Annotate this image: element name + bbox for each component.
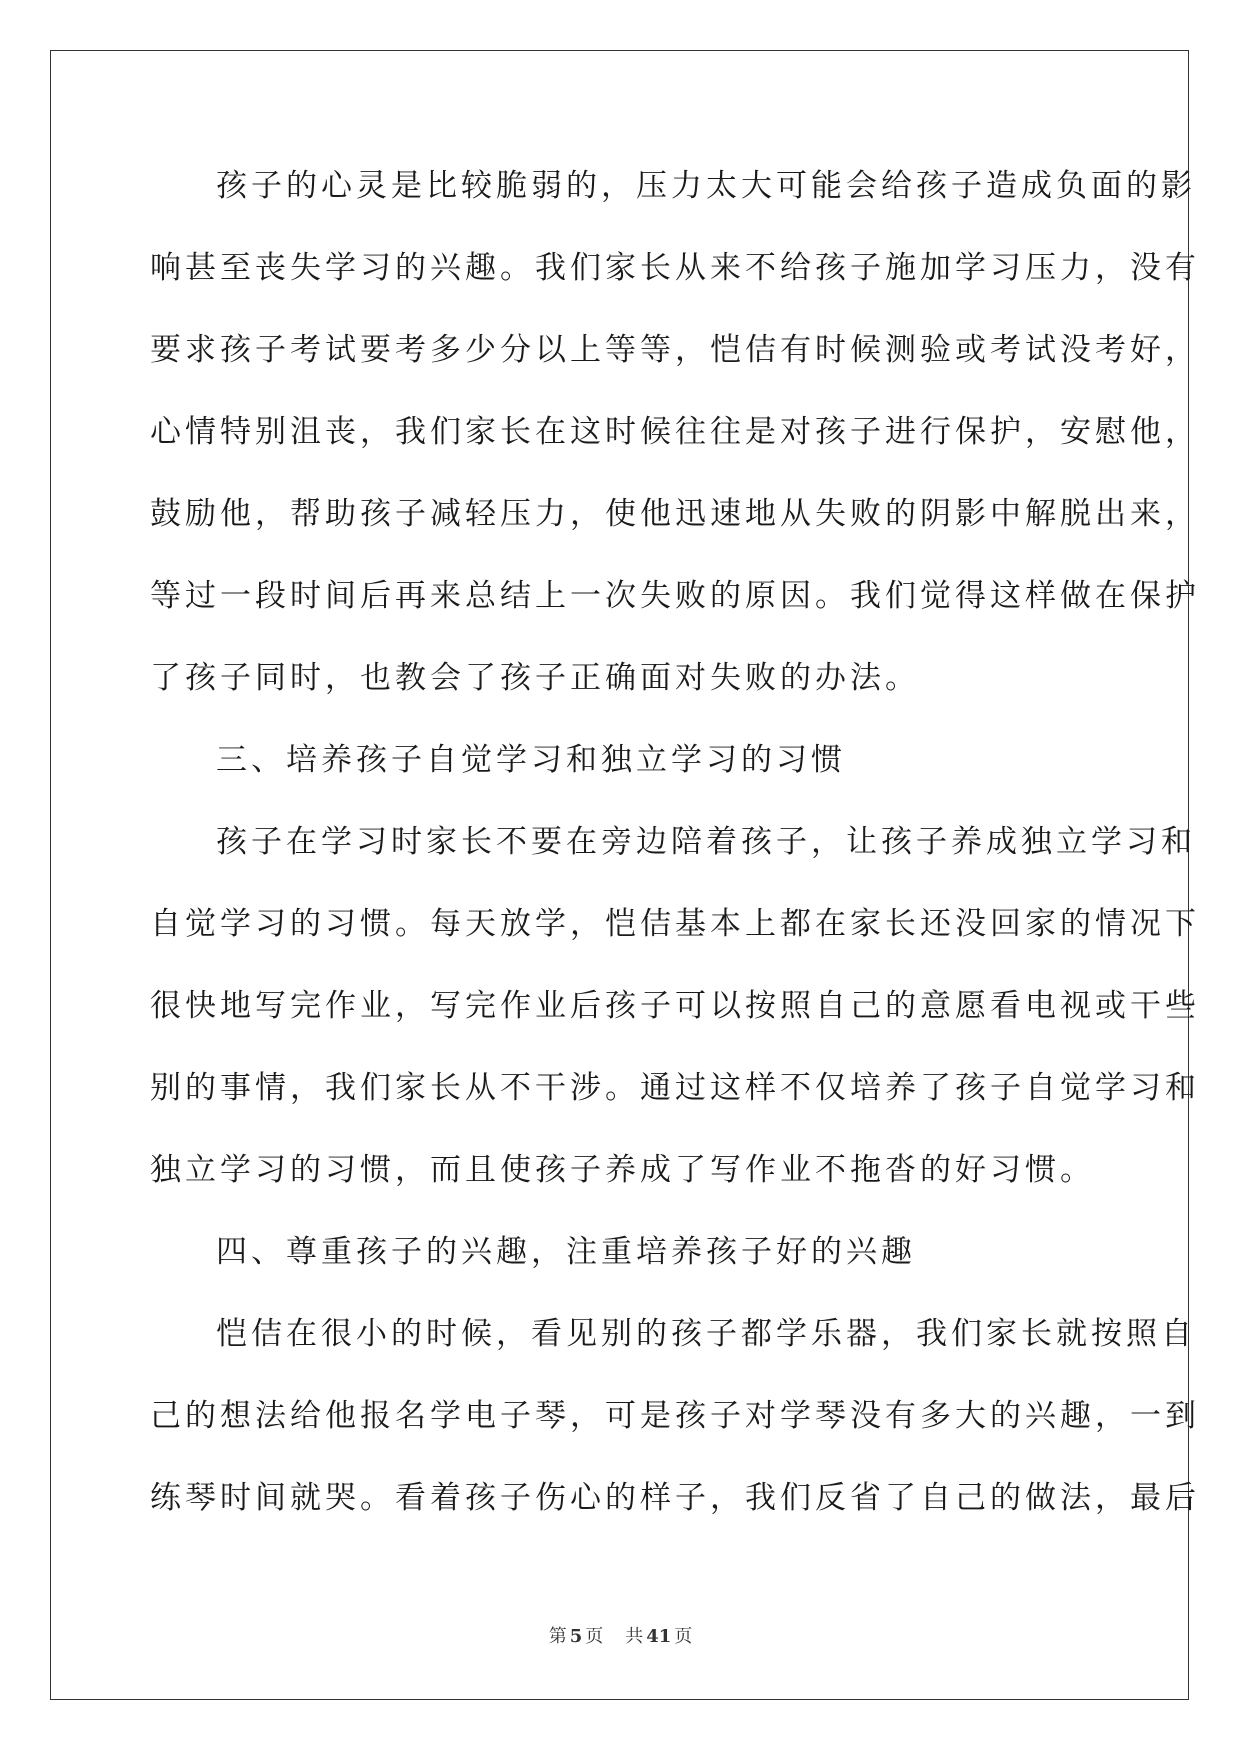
paragraph-line: 自觉学习的习惯。每天放学，恺佶基本上都在家长还没回家的情况下 <box>150 906 1200 942</box>
paragraph-line: 等过一段时间后再来总结上一次失败的原因。我们觉得这样做在保护 <box>150 578 1200 614</box>
page-prefix: 第 <box>548 1626 567 1647</box>
paragraph-line: 很快地写完作业，写完作业后孩子可以按照自己的意愿看电视或干些 <box>150 988 1200 1024</box>
total-unit: 页 <box>674 1626 693 1647</box>
paragraph-line: 己的想法给他报名学电子琴，可是孩子对学琴没有多大的兴趣，一到 <box>150 1398 1200 1434</box>
paragraph-line: 响甚至丧失学习的兴趣。我们家长从来不给孩子施加学习压力，没有 <box>150 250 1200 286</box>
page-number: 5 <box>569 1626 583 1647</box>
paragraph-line: 孩子的心灵是比较脆弱的，压力太大可能会给孩子造成负面的影 <box>216 168 1196 204</box>
section-heading: 四、尊重孩子的兴趣，注重培养孩子好的兴趣 <box>216 1234 916 1270</box>
paragraph-line: 恺佶在很小的时候，看见别的孩子都学乐器，我们家长就按照自 <box>216 1316 1196 1352</box>
paragraph-line: 要求孩子考试要考多少分以上等等，恺佶有时候测验或考试没考好， <box>150 332 1200 368</box>
paragraph-line: 独立学习的习惯，而且使孩子养成了写作业不拖沓的好习惯。 <box>150 1152 1095 1188</box>
page-footer <box>0 1622 1241 1648</box>
total-prefix: 共 <box>625 1626 644 1647</box>
page-unit: 页 <box>585 1626 604 1647</box>
paragraph-line: 了孩子同时，也教会了孩子正确面对失败的办法。 <box>150 660 920 696</box>
paragraph-line: 鼓励他，帮助孩子减轻压力，使他迅速地从失败的阴影中解脱出来， <box>150 496 1200 532</box>
paragraph-line: 练琴时间就哭。看着孩子伤心的样子，我们反省了自己的做法，最后 <box>150 1480 1200 1516</box>
paragraph-line: 孩子在学习时家长不要在旁边陪着孩子，让孩子养成独立学习和 <box>216 824 1196 860</box>
paragraph-line: 别的事情，我们家长从不干涉。通过这样不仅培养了孩子自觉学习和 <box>150 1070 1200 1106</box>
total-pages: 41 <box>646 1626 672 1647</box>
section-heading: 三、培养孩子自觉学习和独立学习的习惯 <box>216 742 846 778</box>
document-body <box>150 160 1200 1554</box>
paragraph-line: 心情特别沮丧，我们家长在这时候往往是对孩子进行保护，安慰他， <box>150 414 1200 450</box>
